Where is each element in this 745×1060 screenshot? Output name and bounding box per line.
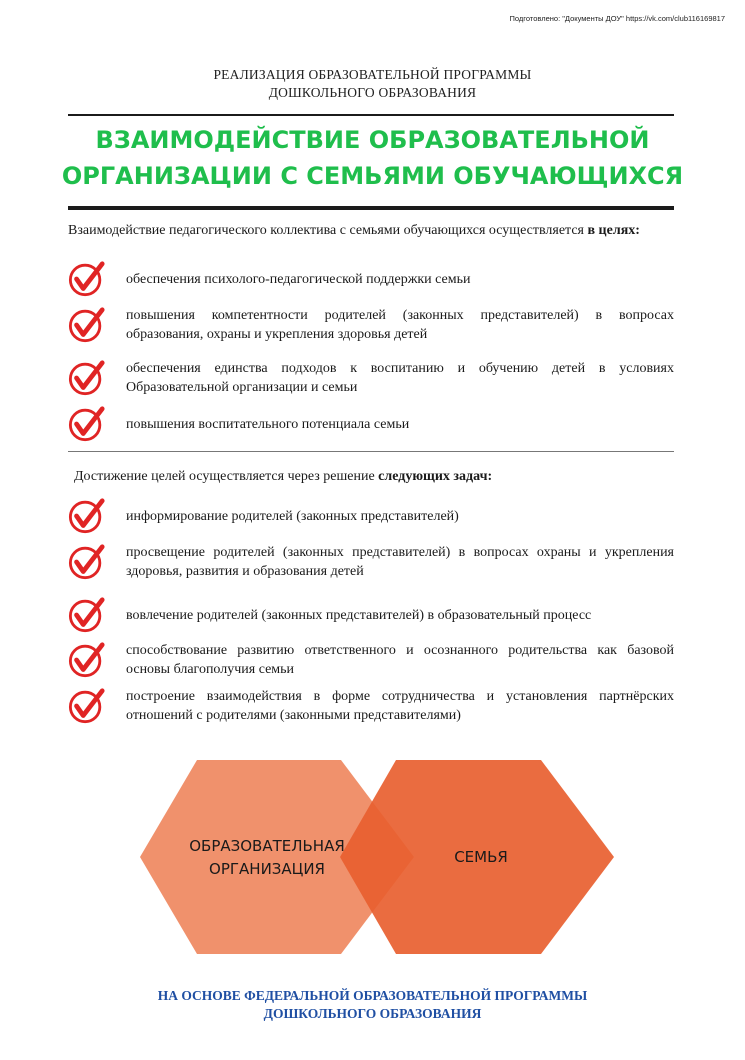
task-text: просвещение родителей (законных представителей) в вопросах охраны и укрепления здоровья, развития и образования детей (126, 545, 674, 579)
subtitle-line-1: РЕАЛИЗАЦИЯ ОБРАЗОВАТЕЛЬНОЙ ПРОГРАММЫ (213, 67, 532, 82)
tasks-intro (74, 468, 674, 485)
goal-item (68, 405, 674, 443)
organization-label-line-2: ОРГАНИЗАЦИЯ (209, 860, 325, 878)
task-text: построение взаимодействия в форме сотрудничества и установления партнёрских отношений с родителями (законными представителями) (126, 689, 674, 723)
goals-intro-text: Взаимодействие педагогического коллектива с семьями обучающихся осуществляется (68, 223, 584, 238)
goal-text: обеспечения психолого-педагогической поддержки семьи (126, 271, 471, 287)
title-line-1: ВЗАИМОДЕЙСТВИЕ ОБРАЗОВАТЕЛЬНОЙ (95, 126, 650, 154)
task-item (68, 687, 674, 725)
tasks-intro-text: Достижение целей осуществляется через решение (74, 469, 375, 484)
check-mark-icon (68, 497, 106, 535)
document-footer (0, 987, 745, 1023)
goal-item (68, 260, 674, 298)
organization-label-line-1: ОБРАЗОВАТЕЛЬНАЯ (189, 837, 345, 855)
title-rule-top (68, 114, 674, 116)
check-mark-icon (68, 641, 106, 679)
title-rule-bottom (68, 206, 674, 210)
goal-text: повышения компетентности родителей (законных представителей) в вопросах образования, охраны и укрепления здоровья детей (126, 308, 674, 342)
goal-text: повышения воспитательного потенциала семьи (126, 416, 410, 432)
check-mark-icon (68, 596, 106, 634)
family-label: СЕМЬЯ (454, 848, 508, 866)
title-line-2: ОРГАНИЗАЦИИ С СЕМЬЯМИ ОБУЧАЮЩИХСЯ (61, 162, 684, 190)
task-text: информирование родителей (законных представителей) (126, 508, 459, 524)
check-mark-icon (68, 405, 106, 443)
task-item (68, 543, 674, 581)
task-item (68, 497, 674, 535)
check-mark-icon (68, 543, 106, 581)
partnership-diagram (0, 758, 745, 958)
goal-item (68, 306, 674, 344)
goals-intro-bold: в целях: (587, 223, 640, 238)
goal-item (68, 359, 674, 397)
task-item (68, 596, 674, 634)
check-mark-icon (68, 687, 106, 725)
task-text: способствование развитию ответственного и осознанного родительства как базовой основы благополучия семьи (126, 643, 674, 677)
task-item (68, 641, 674, 679)
document-subtitle (0, 66, 745, 102)
check-mark-icon (68, 260, 106, 298)
goals-intro (68, 222, 674, 239)
document-title (40, 122, 705, 194)
tasks-intro-bold: следующих задач: (378, 469, 493, 484)
footer-line-2: ДОШКОЛЬНОГО ОБРАЗОВАНИЯ (263, 1006, 482, 1021)
check-mark-icon (68, 359, 106, 397)
section-divider (68, 451, 674, 452)
credit-note: Подготовлено: "Документы ДОУ" https://vk.com/club116169817 (509, 14, 725, 23)
goal-text: обеспечения единства подходов к воспитанию и обучению детей в условиях Образовательной организации и семьи (126, 361, 674, 395)
check-mark-icon (68, 306, 106, 344)
footer-line-1: НА ОСНОВЕ ФЕДЕРАЛЬНОЙ ОБРАЗОВАТЕЛЬНОЙ ПРОГРАММЫ (157, 988, 588, 1003)
subtitle-line-2: ДОШКОЛЬНОГО ОБРАЗОВАНИЯ (268, 85, 477, 100)
task-text: вовлечение родителей (законных представителей) в образовательный процесс (126, 607, 592, 623)
